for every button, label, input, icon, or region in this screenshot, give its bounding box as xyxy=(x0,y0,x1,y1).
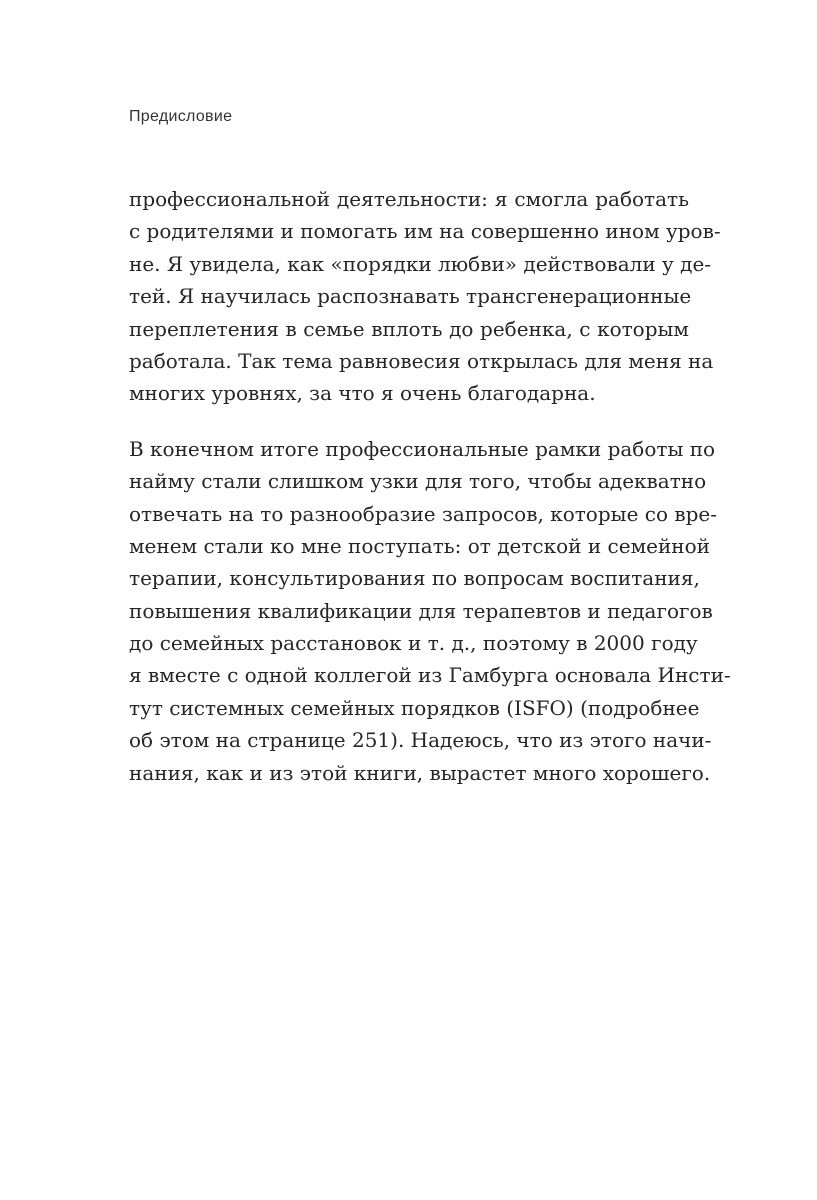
text-line: найму стали слишком узки для того, чтобы адекватно xyxy=(129,469,707,494)
text-line: тей. Я научилась распознавать трансгенерационные xyxy=(129,284,692,309)
text-line: не. Я увидела, как «порядки любви» действовали у де- xyxy=(129,251,712,276)
text-line: работала. Так тема равновесия открылась для меня на xyxy=(129,348,714,373)
text-line-last: многих уровнях, за что я очень благодарна. xyxy=(129,381,596,406)
running-head: Предисловие xyxy=(129,108,233,125)
paragraph-1 xyxy=(129,183,721,410)
text-line: с родителями и помогать им на совершенно ином уров- xyxy=(129,219,721,244)
text-line: об этом на странице 251). Надеюсь, что из этого начи- xyxy=(129,728,712,753)
text-line: терапии, консультирования по вопросам воспитания, xyxy=(129,566,700,591)
paragraph-2 xyxy=(129,433,731,789)
text-line: В конечном итоге профессиональные рамки работы по xyxy=(129,436,716,461)
paragraph-gap xyxy=(129,410,689,433)
body-text xyxy=(129,183,731,789)
text-line: я вместе с одной коллегой из Гамбурга основала Инсти- xyxy=(129,663,731,688)
text-line: тут системных семейных порядков (ISFO) (подробнее xyxy=(129,695,700,720)
text-line: переплетения в семье вплоть до ребенка, с которым xyxy=(129,316,689,341)
text-line: нания, как и из этой книги, вырастет много хорошего. xyxy=(129,760,711,785)
text-line: повышения квалификации для терапевтов и педагогов xyxy=(129,598,713,623)
text-line: менем стали ко мне поступать: от детской и семейной xyxy=(129,533,710,558)
text-line: до семейных расстановок и т. д., поэтому в 2000 году xyxy=(129,631,698,656)
text-line: отвечать на то разнообразие запросов, которые со вре- xyxy=(129,501,718,526)
text-line: профессиональной деятельности: я смогла работать xyxy=(129,187,689,211)
